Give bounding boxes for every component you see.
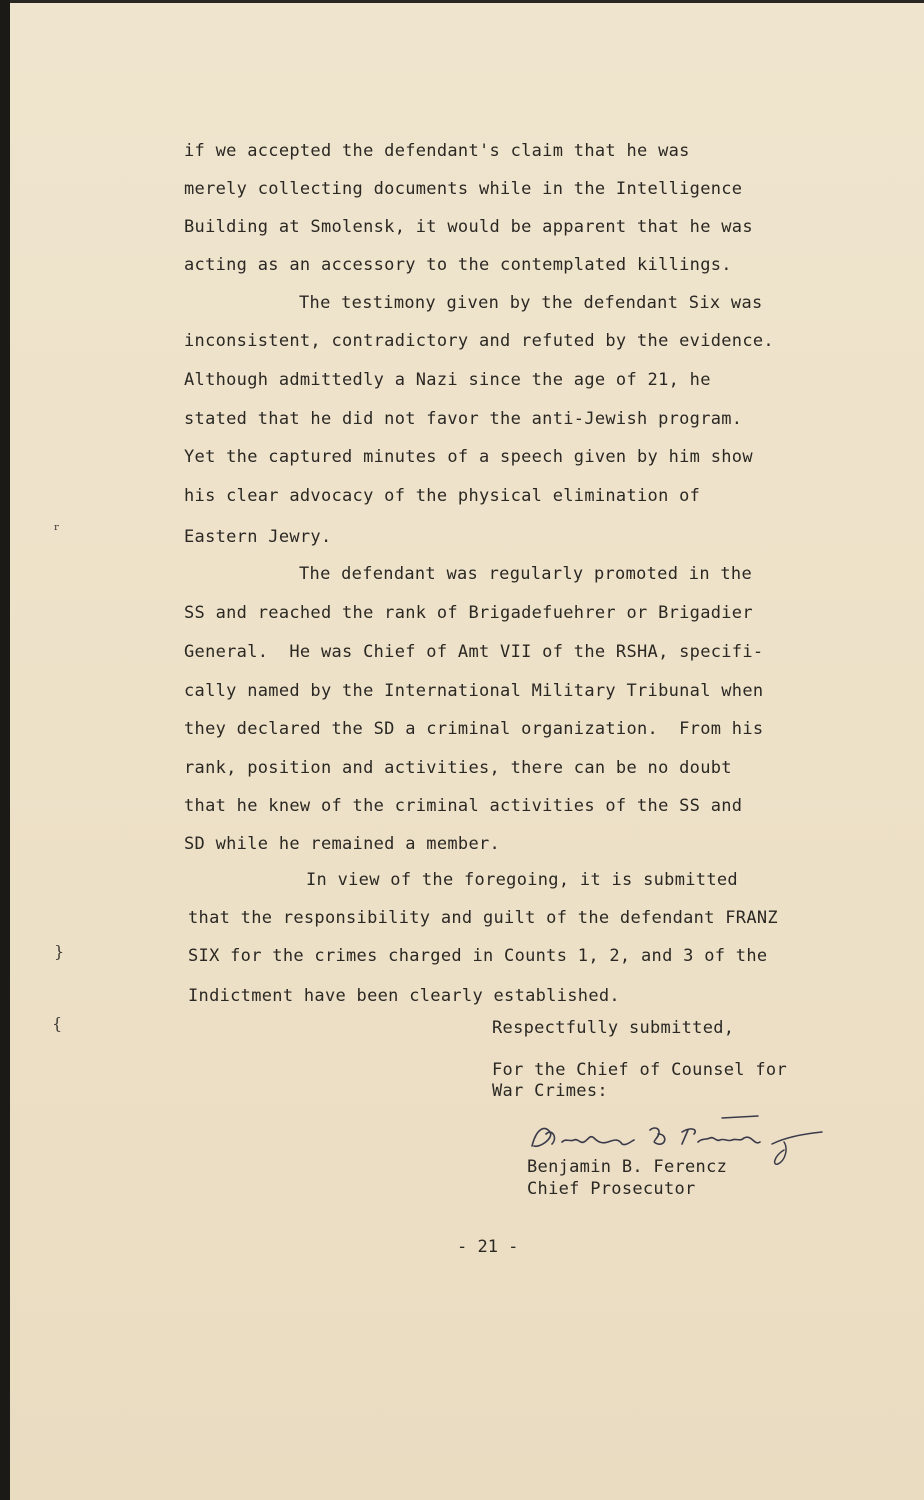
body-line: cally named by the International Military Tribunal when (184, 681, 764, 701)
for-line-1: For the Chief of Counsel for (492, 1060, 787, 1080)
body-line: that he knew of the criminal activities of the SS and (184, 796, 743, 816)
body-line: if we accepted the defendant's claim that he was (184, 141, 690, 161)
body-line: The defendant was regularly promoted in the (299, 564, 752, 584)
signer-name: Benjamin B. Ferencz (527, 1157, 728, 1177)
body-line: Although admittedly a Nazi since the age of 21, he (184, 370, 711, 390)
for-line-2: War Crimes: (492, 1081, 608, 1101)
page-top-edge (10, 0, 924, 3)
body-line: The testimony given by the defendant Six was (299, 293, 763, 313)
body-line: In view of the foregoing, it is submitted (306, 870, 738, 890)
margin-mark: } (54, 942, 65, 961)
body-line: Eastern Jewry. (184, 527, 332, 547)
body-line: acting as an accessory to the contemplated killings. (184, 255, 732, 275)
body-line: rank, position and activities, there can be no doubt (184, 758, 732, 778)
body-line: inconsistent, contradictory and refuted by the evidence. (184, 331, 774, 351)
body-line: that the responsibility and guilt of the defendant FRANZ (188, 908, 778, 928)
margin-mark: { (52, 1014, 63, 1033)
body-line: Building at Smolensk, it would be apparent that he was (184, 217, 753, 237)
body-line: SD while he remained a member. (184, 834, 501, 854)
body-line: General. He was Chief of Amt VII of the RSHA, specifi- (184, 642, 764, 662)
body-line: his clear advocacy of the physical elimination of (184, 486, 701, 506)
body-line: merely collecting documents while in the Intelligence (184, 179, 743, 199)
margin-mark: ʳ (54, 520, 60, 539)
page-number: - 21 - (457, 1237, 519, 1257)
body-line: they declared the SD a criminal organization. From his (184, 719, 764, 739)
body-line: Yet the captured minutes of a speech given by him show (184, 447, 753, 467)
body-line: Indictment have been clearly established. (188, 986, 620, 1006)
closing-line: Respectfully submitted, (492, 1018, 735, 1038)
body-line: SIX for the crimes charged in Counts 1, 2, and 3 of the (188, 946, 768, 966)
body-line: stated that he did not favor the anti-Jewish program. (184, 409, 743, 429)
signer-title: Chief Prosecutor (527, 1179, 696, 1199)
body-line: SS and reached the rank of Brigadefuehrer or Brigadier (184, 603, 753, 623)
